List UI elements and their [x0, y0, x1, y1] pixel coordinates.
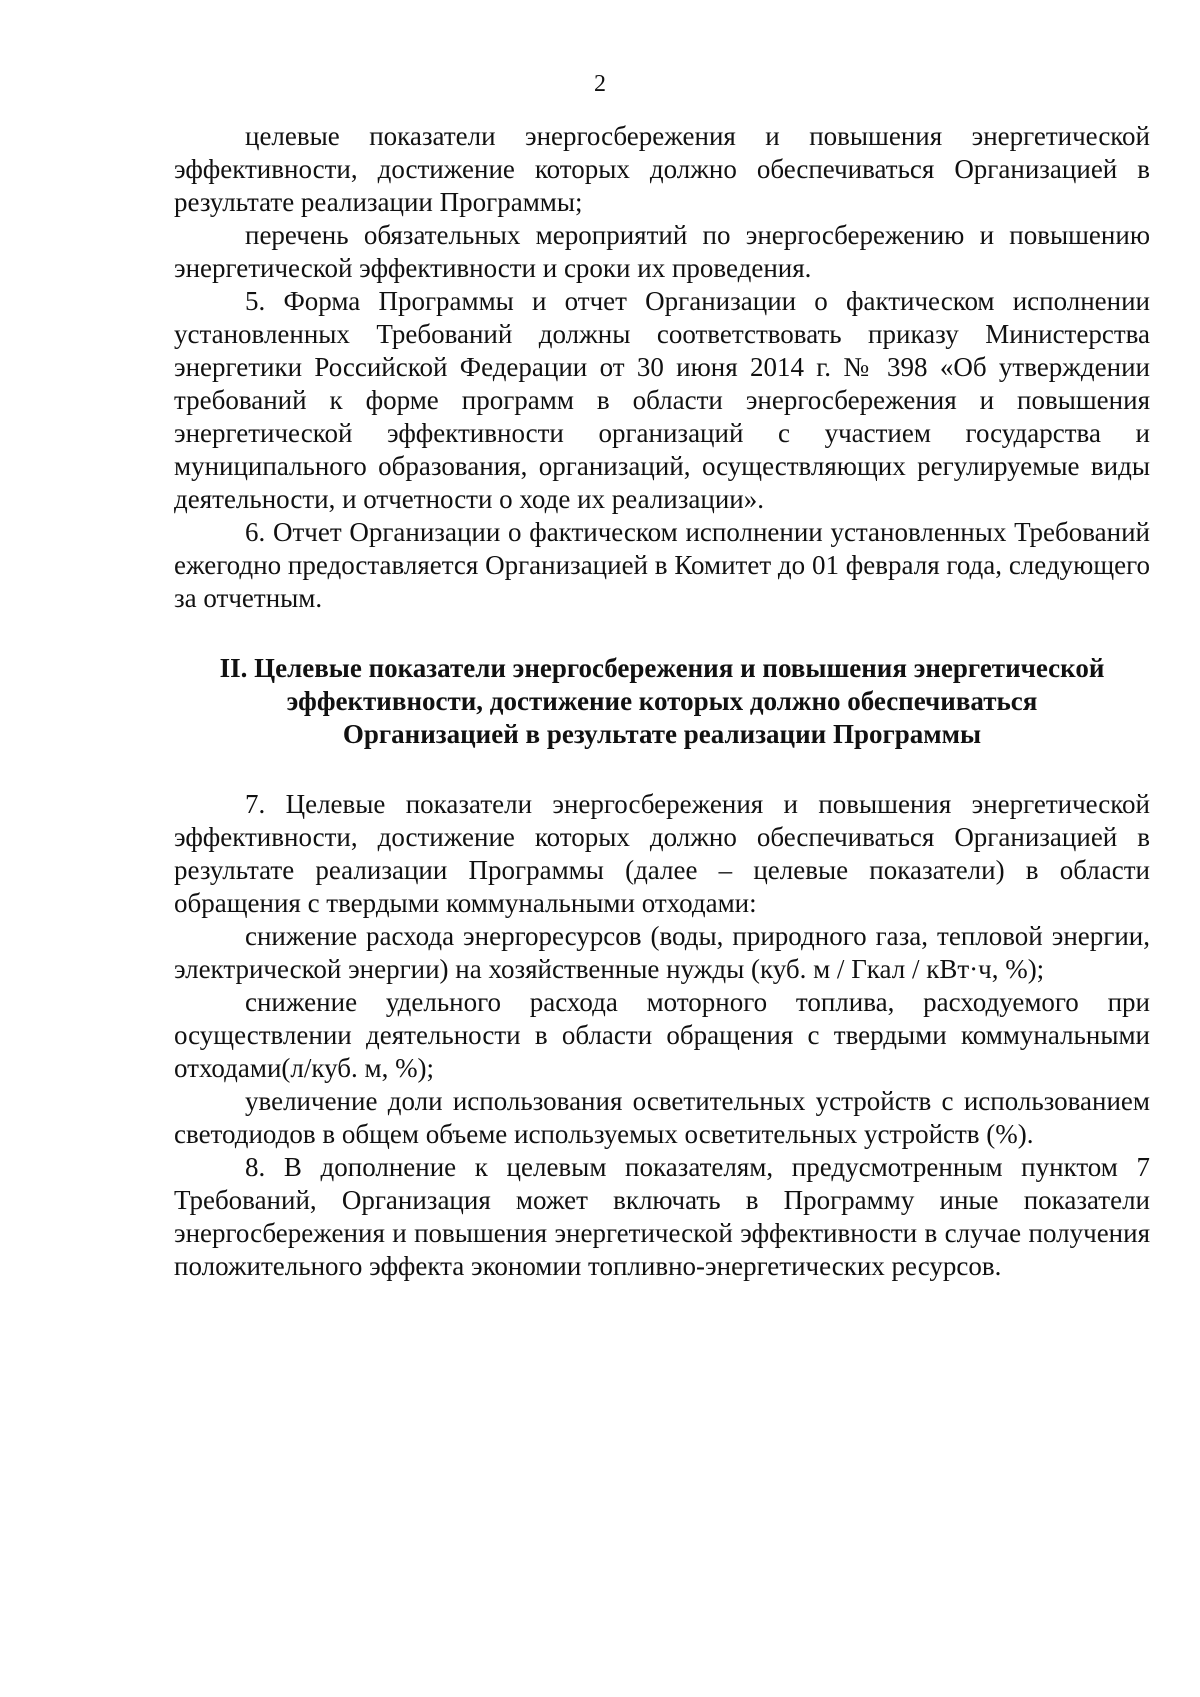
paragraph: 5. Форма Программы и отчет Организации о фактическом исполнении установленных Требований должны соответствовать приказу Министерства энергетики Российской Федерации от 30 июня 2014 г. № 398 «Об утверждении требований к форме программ в области энергосбережения и повышения энергетической эффективности организаций с участием государства и муниципального образования, организаций, осуществляющих регулируемые виды деятельности, и отчетности о ходе их реализации».	[174, 286, 1150, 514]
paragraph: 6. Отчет Организации о фактическом исполнении установленных Требований ежегодно предоставляется Организацией в Комитет до 01 февраля года, следующего за отчетным.	[174, 517, 1150, 613]
paragraph: снижение удельного расхода моторного топлива, расходуемого при осуществлении деятельности в области обращения с твердыми коммунальными отходами(л/куб. м, %);	[174, 987, 1150, 1083]
paragraph: увеличение доли использования осветительных устройств с использованием светодиодов в общем объеме используемых осветительных устройств (%).	[174, 1086, 1150, 1149]
paragraph: 8. В дополнение к целевым показателям, предусмотренным пунктом 7 Требований, Организация может включать в Программу иные показатели энергосбережения и повышения энергетической эффективности в случае получения положительного эффекта экономии топливно-энергетических ресурсов.	[174, 1152, 1150, 1281]
document-body	[174, 120, 1150, 1283]
section-heading	[174, 652, 1150, 751]
paragraph: 7. Целевые показатели энергосбережения и повышения энергетической эффективности, достижение которых должно обеспечиваться Организацией в результате реализации Программы (далее – целевые показатели) в области обращения с твердыми коммунальными отходами:	[174, 789, 1150, 918]
paragraph: целевые показатели энергосбережения и повышения энергетической эффективности, достижение которых должно обеспечиваться Организацией в результате реализации Программы;	[174, 121, 1150, 217]
paragraph: перечень обязательных мероприятий по энергосбережению и повышению энергетической эффективности и сроки их проведения.	[174, 220, 1150, 283]
section-heading-line: Организацией в результате реализации Программы	[342, 719, 982, 749]
section-heading-line: эффективности, достижение которых должно обеспечиваться	[286, 686, 1038, 716]
page-number: 2	[594, 71, 606, 97]
section-heading-line: II. Целевые показатели энергосбережения и повышения энергетической	[219, 653, 1105, 683]
paragraph: снижение расхода энергоресурсов (воды, природного газа, тепловой энергии, электрической энергии) на хозяйственные нужды (куб. м / Гкал / кВт·ч, %);	[174, 921, 1150, 984]
